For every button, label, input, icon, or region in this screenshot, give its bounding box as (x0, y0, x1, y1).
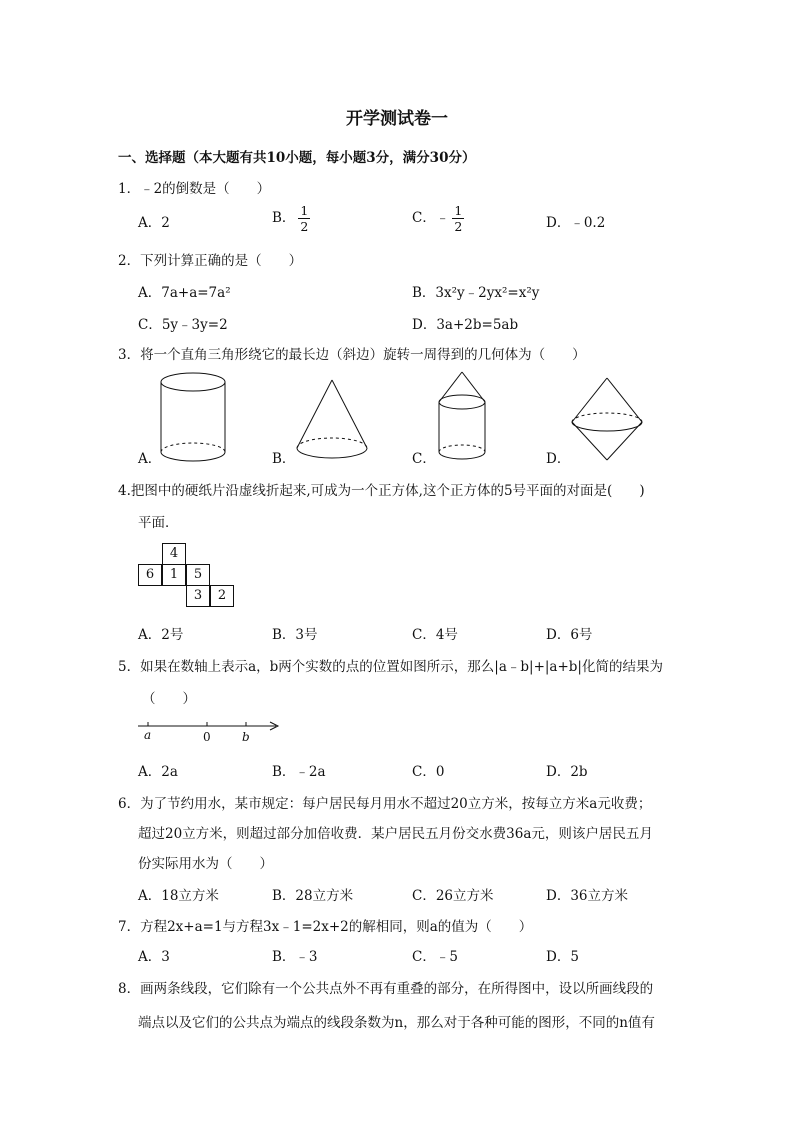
cylinder-figure (160, 370, 230, 465)
q3-option-a: A． (138, 451, 162, 467)
q1-option-b-denominator: 2 (300, 219, 309, 234)
q8-line-2: 端点以及它们的公共点为端点的线段条数为n，那么对于各种可能的图形，不同的n值有 (138, 1015, 655, 1031)
q3-option-c: C． (412, 451, 436, 467)
q1-option-b-fraction (298, 203, 310, 234)
section-heading: 一、选择题（本大题有共10小题，每小题3分，满分30分） (118, 150, 476, 166)
q1-option-d: D．﹣0.2 (546, 215, 606, 231)
q5-option-c: C．0 (412, 764, 445, 780)
page-title: 开学测试卷一 (346, 109, 448, 129)
q5-option-d: D．2b (546, 764, 588, 780)
q1-option-a: A．2 (138, 215, 170, 231)
q4-option-b: B．3号 (272, 627, 318, 643)
q5-stem-continued: （ ） (142, 691, 196, 707)
q1-option-b (272, 203, 310, 234)
net-cell-5: 5 (186, 564, 210, 586)
q5-stem: 5．如果在数轴上表示a，b两个实数的点的位置如图所示，那么|a﹣b|+|a+b|化简的结果为 (118, 659, 663, 675)
q4-option-c: C．4号 (412, 627, 458, 643)
q5-option-a: A．2a (138, 764, 178, 780)
q6-line-1: 6．为了节约用水，某市规定：每户居民每月用水不超过20立方米，按每立方米a元收费； (118, 796, 652, 812)
q1-option-b-numerator: 1 (300, 203, 309, 218)
net-cell-3: 3 (186, 585, 210, 607)
q4-option-a: A．2号 (138, 627, 184, 643)
q6-option-b: B．28立方米 (272, 888, 354, 904)
net-cell-6: 6 (138, 564, 162, 586)
q2-option-c: C．5y﹣3y=2 (138, 317, 228, 333)
number-line-label-0: 0 (203, 730, 211, 744)
q2-stem: 2．下列计算正确的是（ ） (118, 253, 303, 269)
q1-option-c-fraction (452, 203, 464, 234)
q6-option-a: A．18立方米 (138, 888, 219, 904)
q1-option-c-denominator: 2 (454, 219, 463, 234)
net-cell-1: 1 (162, 564, 186, 586)
q6-option-c: C．26立方米 (412, 888, 494, 904)
q7-option-d: D．5 (546, 949, 579, 965)
net-cell-4: 4 (162, 543, 186, 565)
q6-line-3: 份实际用水为（ ） (138, 856, 273, 872)
q1-option-c-prefix: C．﹣ (412, 210, 450, 226)
q6-line-2: 超过20立方米，则超过部分加倍收费．某户居民五月份交水费36a元，则该户居民五月 (138, 826, 653, 842)
q4-option-d: D．6号 (546, 627, 593, 643)
q7-option-c: C．﹣5 (412, 949, 458, 965)
q1-stem: 1．﹣2的倒数是（ ） (118, 181, 271, 197)
q2-option-a: A．7a+a=7a² (138, 285, 231, 301)
q1-option-b-prefix: B． (272, 210, 296, 226)
q4-stem: 4.把图中的硬纸片沿虚线折起来,可成为一个正方体,这个正方体的5号平面的对面是( ) (118, 483, 645, 499)
q7-option-b: B．﹣3 (272, 949, 318, 965)
q7-stem: 7．方程2x+a=1与方程3x﹣1=2x+2的解相同，则a的值为（ ） (118, 919, 533, 935)
double-cone-figure (570, 378, 645, 468)
net-cell-2: 2 (210, 585, 234, 607)
q3-stem: 3．将一个直角三角形绕它的最长边（斜边）旋转一周得到的几何体为（ ） (118, 347, 586, 363)
q2-option-d: D．3a+2b=5ab (412, 317, 519, 333)
q1-option-c-numerator: 1 (454, 203, 463, 218)
q4-stem-continued: 平面． (138, 515, 179, 531)
q7-option-a: A．3 (138, 949, 170, 965)
q2-option-b: B．3x²y﹣2yx²=x²y (412, 285, 540, 301)
q6-option-d: D．36立方米 (546, 888, 629, 904)
q8-line-1: 8．画两条线段，它们除有一个公共点外不再有重叠的部分，在所得图中，设以所画线段的 (118, 981, 654, 997)
cone-cylinder-figure (436, 372, 491, 467)
q3-option-b: B． (272, 451, 296, 467)
number-line-label-b: b (242, 730, 250, 744)
q5-option-b: B．﹣2a (272, 764, 326, 780)
number-line-label-a: a (144, 728, 152, 742)
cone-figure (295, 380, 370, 465)
q3-option-d: D． (546, 451, 571, 467)
q1-option-c (412, 203, 464, 234)
